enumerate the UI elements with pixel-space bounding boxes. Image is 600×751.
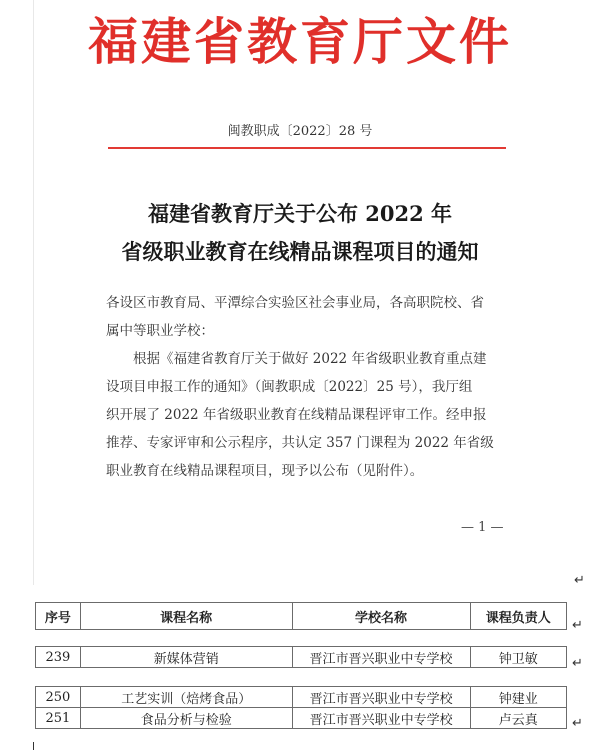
- table-cell: 卢云真: [470, 708, 566, 729]
- course-table-row-239: [35, 646, 567, 668]
- table-cell: 新媒体营销: [80, 647, 292, 668]
- table-row: [36, 708, 567, 729]
- notice-title-line-2: 省级职业教育在线精品课程项目的通知: [121, 239, 479, 264]
- table-cell: 晋江市晋兴职业中专学校: [292, 687, 470, 708]
- body-line: 根据《福建省教育厅关于做好 2022 年省级职业教育重点建: [106, 351, 487, 367]
- table-row: [36, 687, 567, 708]
- column-header-school: 学校名称: [292, 603, 470, 630]
- column-header-course: 课程名称: [80, 603, 292, 630]
- text-cursor-mark: [33, 742, 34, 750]
- paragraph-return-icon: ↵: [572, 618, 583, 633]
- body-line: 职业教育在线精品课程项目，现予以公布（见附件）。: [106, 463, 424, 479]
- table-cell: 晋江市晋兴职业中专学校: [292, 708, 470, 729]
- red-divider-line: [108, 147, 506, 149]
- table-cell: 钟建业: [470, 687, 566, 708]
- paragraph-return-icon: ↵: [574, 573, 585, 588]
- table-cell: 晋江市晋兴职业中专学校: [292, 647, 470, 668]
- paragraph-return-icon: ↵: [572, 656, 583, 671]
- table-cell: 251: [36, 708, 81, 729]
- body-line: 设项目申报工作的通知》（闽教职成〔2022〕25 号），我厅组: [106, 379, 473, 395]
- document-masthead: 福建省教育厅文件: [88, 12, 512, 71]
- page-number: — 1 —: [461, 520, 504, 535]
- column-header-lead: 课程负责人: [470, 603, 567, 630]
- table-cell: 食品分析与检验: [80, 708, 292, 729]
- table-row: [36, 647, 567, 668]
- body-line: 属中等职业学校：: [106, 323, 214, 339]
- table-cell: 钟卫敏: [470, 647, 566, 668]
- notice-title-line-1: 福建省教育厅关于公布 2022 年: [147, 201, 453, 226]
- body-line: 织开展了 2022 年省级职业教育在线精品课程评审工作。经申报: [106, 407, 487, 423]
- body-line: 推荐、专家评审和公示程序，共认定 357 门课程为 2022 年省级: [106, 435, 494, 451]
- paragraph-return-icon: ↵: [572, 716, 583, 731]
- page-left-edge: [33, 0, 34, 585]
- course-table-rows-250-251: [35, 686, 567, 729]
- column-header-number: 序号: [36, 603, 81, 630]
- table-cell: 250: [36, 687, 81, 708]
- table-cell: 工艺实训（焙烤食品）: [80, 687, 292, 708]
- course-table-header: [35, 602, 567, 630]
- body-line: 各设区市教育局、平潭综合实验区社会事业局，各高职院校、省: [106, 295, 484, 311]
- document-number: 闽教职成〔2022〕28 号: [227, 124, 373, 139]
- table-cell: 239: [36, 647, 81, 668]
